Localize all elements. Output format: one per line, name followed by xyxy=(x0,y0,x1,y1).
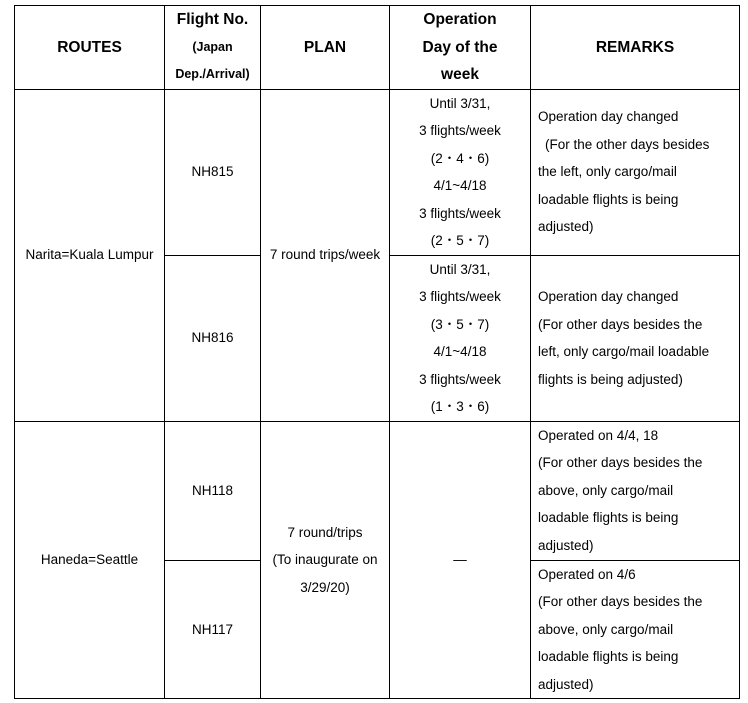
header-operation-day-line: Operation xyxy=(423,11,497,28)
header-routes: ROUTES xyxy=(15,6,165,90)
remarks-line: loadable flights is being xyxy=(538,191,679,207)
operation-day-line: 3 flights/week xyxy=(419,289,501,304)
remarks-line: above, only cargo/mail xyxy=(538,621,674,637)
remarks-line: (For other days besides the xyxy=(538,594,703,609)
operation-day-cell xyxy=(390,89,531,255)
header-row xyxy=(15,6,740,90)
remarks-line: (For the other days besides xyxy=(545,136,710,152)
flight-no-cell: NH118 xyxy=(165,421,261,560)
route-cell: Narita=Kuala Lumpur xyxy=(15,89,165,421)
header-plan: PLAN xyxy=(261,6,390,90)
remarks-line: above, only cargo/mail xyxy=(538,482,674,498)
remarks-line: the left, only cargo/mail xyxy=(538,164,677,180)
remarks-cell xyxy=(531,421,740,560)
operation-day-line: (2・4・6) xyxy=(430,150,490,166)
remarks-line: (For other days besides the xyxy=(538,316,703,332)
operation-day-line: 3 flights/week xyxy=(419,371,501,387)
remarks-line: (For other days besides the xyxy=(538,455,703,471)
operation-day-cell: — xyxy=(390,421,531,699)
remarks-line: loadable flights is being xyxy=(538,649,679,664)
header-flight-no-sub1: (Japan xyxy=(192,39,233,54)
remarks-line: adjusted) xyxy=(538,537,594,553)
header-operation-day xyxy=(390,6,531,90)
header-flight-no xyxy=(165,6,261,90)
operation-day-line: Until 3/31, xyxy=(429,261,491,277)
table-row xyxy=(15,421,740,560)
operation-day-cell xyxy=(390,255,531,421)
remarks-line: flights is being adjusted) xyxy=(538,371,683,387)
header-remarks: REMARKS xyxy=(531,6,740,90)
table-row xyxy=(15,89,740,255)
remarks-line: loadable flights is being xyxy=(538,510,679,526)
operation-day-line: 3 flights/week xyxy=(419,205,501,221)
remarks-line: Operation day changed xyxy=(538,289,679,304)
operation-day-line: (2・5・7) xyxy=(430,233,490,248)
plan-cell xyxy=(261,421,390,699)
remarks-line: Operated on 4/6 xyxy=(538,566,636,582)
operation-day-line: 3 flights/week xyxy=(419,123,501,138)
header-operation-day-line: week xyxy=(441,66,479,83)
plan-line: 3/29/20) xyxy=(300,579,350,595)
plan-cell xyxy=(261,89,390,421)
route-cell: Haneda=Seattle xyxy=(15,421,165,699)
flight-no-cell: NH816 xyxy=(165,255,261,421)
plan-line: 7 round trips/week xyxy=(269,247,381,263)
header-operation-day-line: Day of the xyxy=(422,38,498,56)
operation-day-line: Until 3/31, xyxy=(429,95,491,111)
header-flight-no-title: Flight No. xyxy=(176,11,249,28)
operation-day-line: (3・5・7) xyxy=(430,316,490,332)
flight-schedule-table xyxy=(14,5,740,699)
remarks-line: Operation day changed xyxy=(538,109,679,125)
flight-no-cell: NH117 xyxy=(165,560,261,699)
operation-day-line: (1・3・6) xyxy=(430,399,490,414)
remarks-cell xyxy=(531,560,740,699)
remarks-line: Operated on 4/4, 18 xyxy=(538,427,659,443)
plan-line: 7 round/trips xyxy=(287,524,363,540)
remarks-line: adjusted) xyxy=(538,219,594,235)
remarks-cell xyxy=(531,255,740,421)
header-flight-no-sub2: Dep./Arrival) xyxy=(175,67,250,81)
plan-line: (To inaugurate on xyxy=(272,552,378,567)
remarks-line: adjusted) xyxy=(538,676,594,692)
flight-no-cell: NH815 xyxy=(165,89,261,255)
operation-day-line: 4/1~4/18 xyxy=(433,344,487,359)
operation-day-line: 4/1~4/18 xyxy=(433,178,487,193)
remarks-cell xyxy=(531,89,740,255)
remarks-line: left, only cargo/mail loadable xyxy=(538,344,710,359)
